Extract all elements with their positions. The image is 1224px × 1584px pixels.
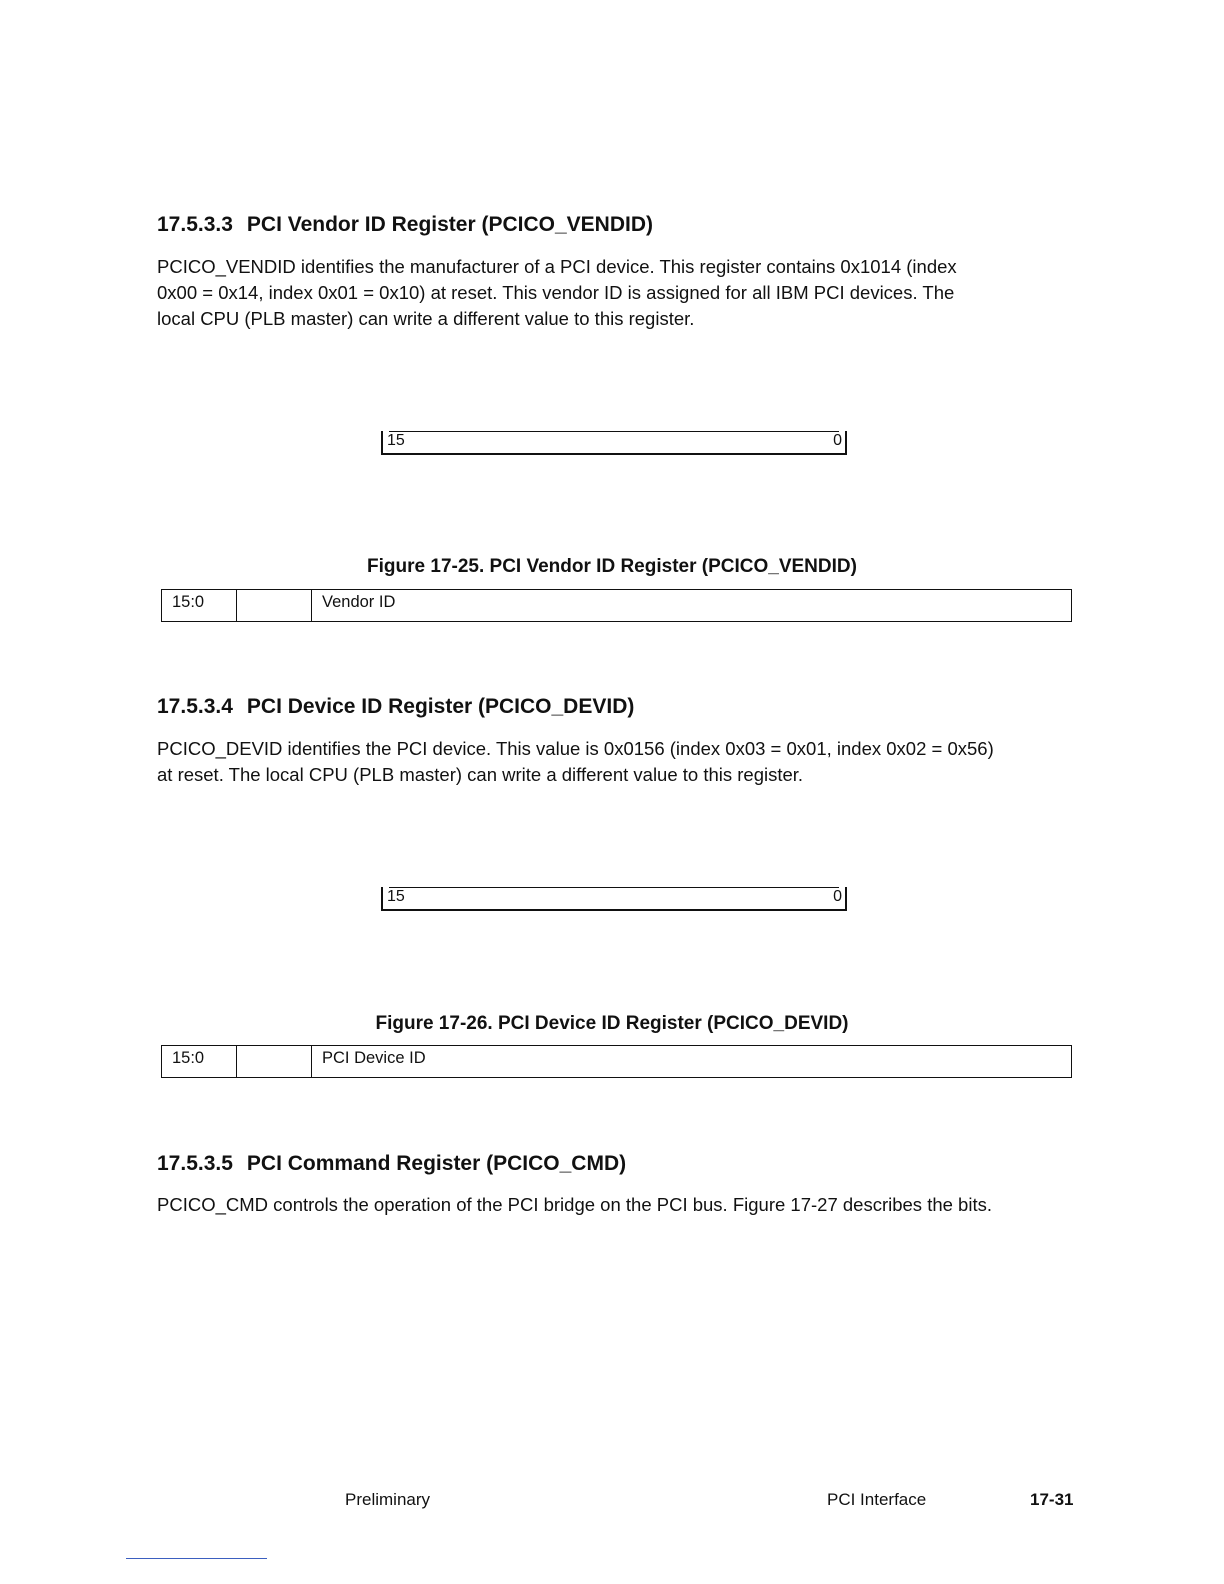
section-heading-cmd (157, 1152, 626, 1176)
field-description: PCI Device ID (312, 1046, 1072, 1078)
footer-chapter: PCI Interface (827, 1490, 927, 1509)
register-low-bit: 0 (833, 888, 842, 905)
section-paragraph-vendid (157, 254, 957, 332)
section-title: PCI Vendor ID Register (PCICO_VENDID) (246, 213, 653, 236)
paragraph-line: 0x00 = 0x14, index 0x01 = 0x10) at reset. This vendor ID is assigned for all IBM PCI devices. The (157, 282, 955, 303)
section-number: 17.5.3.4 (157, 695, 233, 718)
register-high-bit: 15 (387, 888, 405, 905)
section-paragraph-cmd (157, 1192, 992, 1218)
footer-status: Preliminary (345, 1490, 431, 1509)
register-high-bit: 15 (387, 432, 405, 449)
field-table-devid (161, 1045, 1072, 1078)
register-bit-diagram-devid (381, 887, 847, 911)
field-bits: 15:0 (162, 1046, 237, 1078)
table-row (162, 590, 1072, 622)
section-title: PCI Command Register (PCICO_CMD) (246, 1152, 627, 1175)
register-bit-diagram-vendid (381, 431, 847, 455)
figure-caption-vendid: Figure 17-25. PCI Vendor ID Register (PCICO_VENDID) (367, 556, 857, 577)
footer-page-number: 17-31 (1030, 1490, 1074, 1509)
section-heading-vendid (157, 213, 653, 237)
section-title: PCI Device ID Register (PCICO_DEVID) (246, 695, 635, 718)
field-bits: 15:0 (162, 590, 237, 622)
section-heading-devid (157, 695, 634, 719)
paragraph-line: at reset. The local CPU (PLB master) can write a different value to this register. (157, 764, 804, 785)
field-name (237, 590, 312, 622)
paragraph-line: PCICO_DEVID identifies the PCI device. This value is 0x0156 (index 0x03 = 0x01, index 0x02 = 0x56) (157, 738, 994, 759)
field-name (237, 1046, 312, 1078)
paragraph-line: PCICO_CMD controls the operation of the PCI bridge on the PCI bus. Figure 17-27 describes the bits. (157, 1194, 992, 1215)
paragraph-line: local CPU (PLB master) can write a different value to this register. (157, 308, 695, 329)
paragraph-line: PCICO_VENDID identifies the manufacturer of a PCI device. This register contains 0x1014 (index (157, 256, 957, 277)
section-paragraph-devid (157, 736, 994, 788)
section-number: 17.5.3.3 (157, 213, 233, 236)
field-description: Vendor ID (312, 590, 1072, 622)
register-low-bit: 0 (833, 432, 842, 449)
field-table-vendid (161, 589, 1072, 622)
section-number: 17.5.3.5 (157, 1152, 233, 1175)
figure-caption-devid: Figure 17-26. PCI Device ID Register (PCICO_DEVID) (375, 1013, 849, 1034)
scan-edge-line (126, 1558, 267, 1559)
table-row (162, 1046, 1072, 1078)
